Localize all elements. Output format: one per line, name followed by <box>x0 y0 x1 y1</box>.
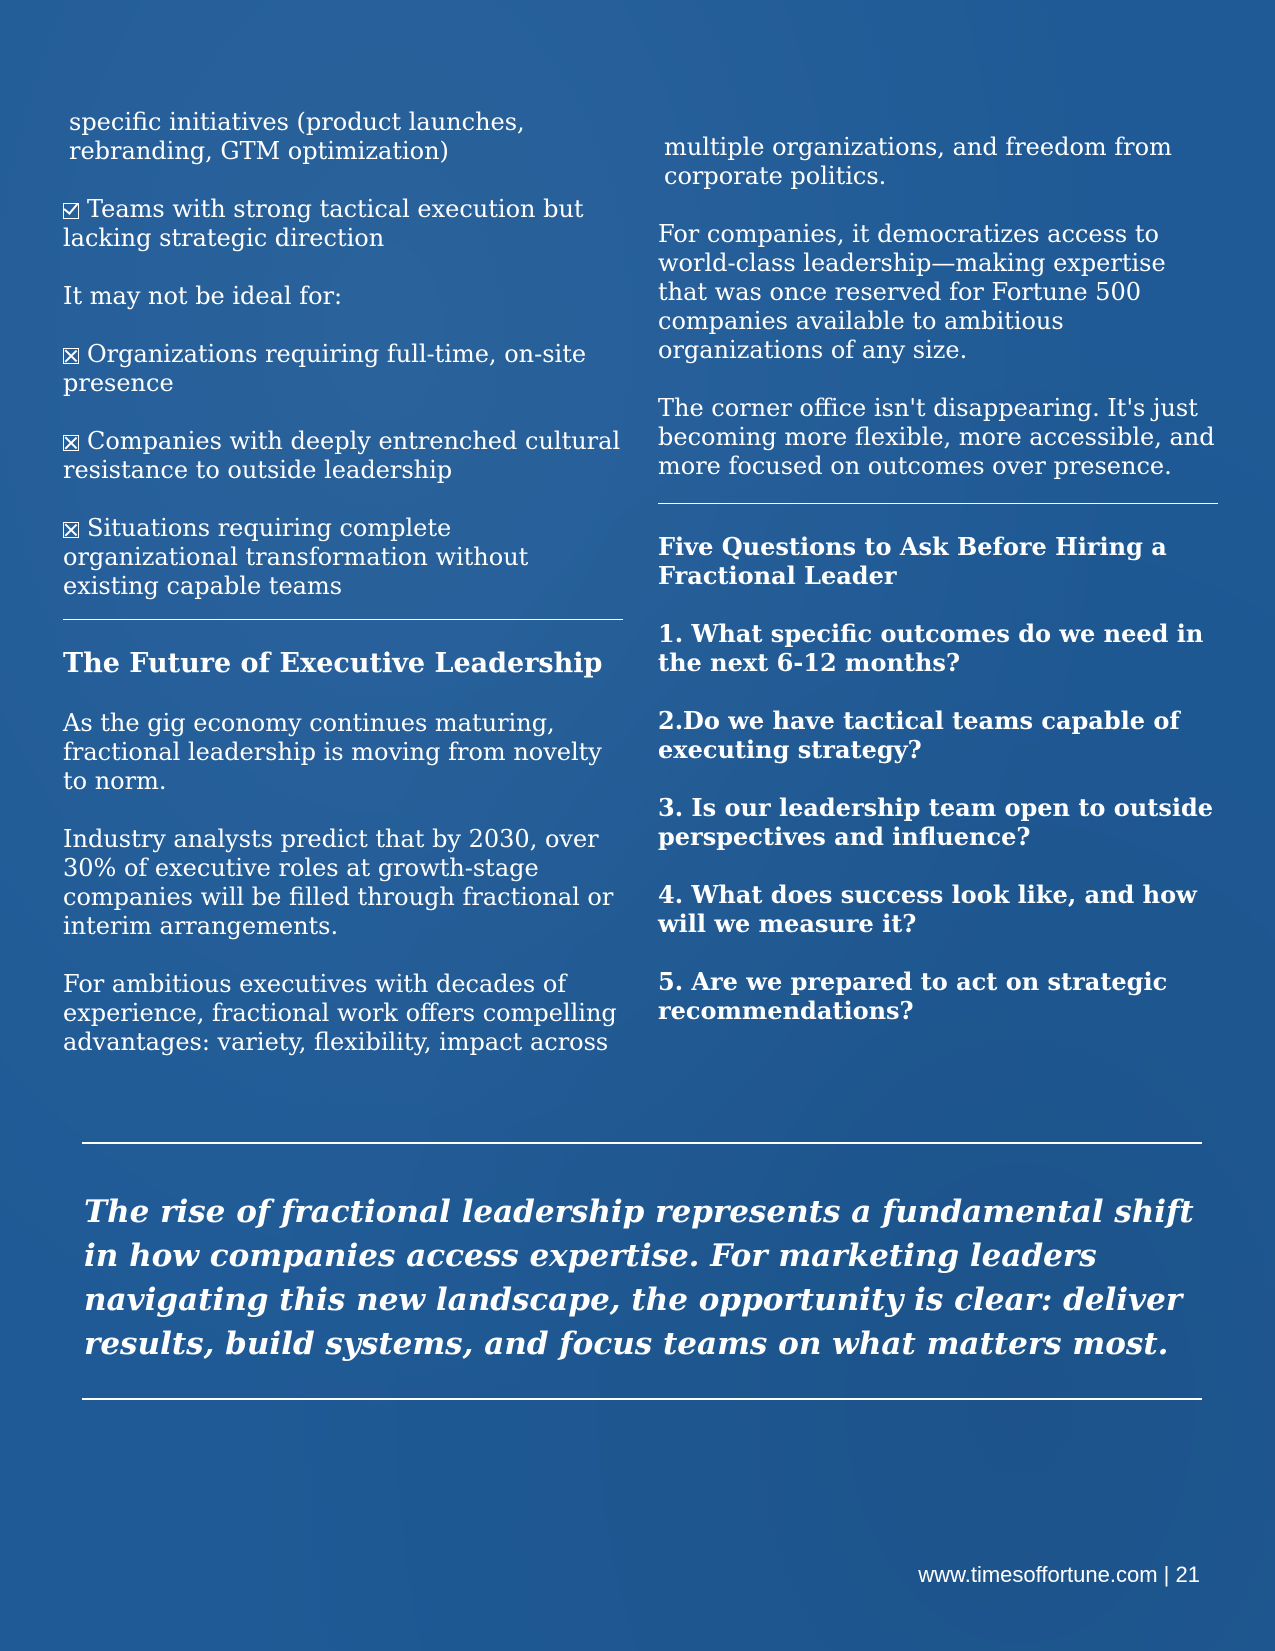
left-column <box>63 108 623 1086</box>
question-item: 5. Are we prepared to act on strategic recommendations? <box>658 967 1168 1025</box>
pullquote-top-rule <box>82 1142 1202 1144</box>
continued-text: specific initiatives (product launches, rebranding, GTM optimization) <box>69 108 525 165</box>
page-number: 21 <box>1175 1562 1200 1587</box>
question-item: 2.Do we have tactical teams capable of executing strategy? <box>658 706 1180 764</box>
x-item-text: Situations requiring complete organizational transformation without existing capable teams <box>63 514 529 600</box>
body-paragraph: As the gig economy continues maturing, fractional leadership is moving from novelty to norm. <box>63 709 602 795</box>
section-divider <box>63 619 623 620</box>
body-paragraph: For ambitious executives with decades of experience, fractional work offers compelling advantages: variety, flexibility, impact across <box>63 970 617 1056</box>
body-paragraph: For companies, it democratizes access to world-class leadership—making expertise that was once reserved for Fortune 500 companies available to ambitious organizations of any size. <box>658 220 1166 364</box>
checkbox-x-icon <box>63 435 79 451</box>
x-list-item <box>63 514 623 601</box>
x-list-item <box>63 340 623 398</box>
question-item: 4. What does success look like, and how will we measure it? <box>658 880 1197 938</box>
body-paragraph: multiple organizations, and freedom from corporate politics. <box>664 133 1172 190</box>
x-item-text: Organizations requiring full-time, on-site presence <box>63 340 587 397</box>
x-list-item <box>63 427 623 485</box>
x-item-text: Companies with deeply entrenched cultural resistance to outside leadership <box>63 427 621 484</box>
not-ideal-intro: It may not be ideal for: <box>63 282 343 310</box>
footer-separator: | <box>1163 1562 1170 1587</box>
check-list-item <box>63 195 623 253</box>
right-column <box>658 133 1218 1054</box>
pullquote-bottom-rule <box>82 1398 1202 1400</box>
checkbox-x-icon <box>63 348 79 364</box>
website-link[interactable]: www.timesoffortune.com <box>918 1562 1158 1587</box>
section-title: The Future of Executive Leadership <box>63 648 603 679</box>
check-item-text: Teams with strong tactical execution but lacking strategic direction <box>63 195 584 252</box>
questions-title: Five Questions to Ask Before Hiring a Fractional Leader <box>658 532 1167 590</box>
section-divider <box>658 503 1218 504</box>
body-paragraph: The corner office isn't disappearing. It's just becoming more flexible, more accessible, and more focused on outcomes over presence. <box>658 394 1215 480</box>
pullquote: The rise of fractional leadership represents a fundamental shift in how companies access expertise. For marketing leaders navigating this new landscape, the opportunity is clear: deliver results, build systems, and focus teams on what matters most. <box>84 1194 1194 1362</box>
question-item: 3. Is our leadership team open to outside perspectives and influence? <box>658 793 1213 851</box>
page-footer <box>918 1562 1200 1588</box>
body-paragraph: Industry analysts predict that by 2030, over 30% of executive roles at growth-stage companies will be filled through fractional or interim arrangements. <box>63 825 614 940</box>
checkbox-x-icon <box>63 522 79 538</box>
question-item: 1. What specific outcomes do we need in the next 6-12 months? <box>658 619 1204 677</box>
checkbox-checked-icon <box>63 203 79 219</box>
